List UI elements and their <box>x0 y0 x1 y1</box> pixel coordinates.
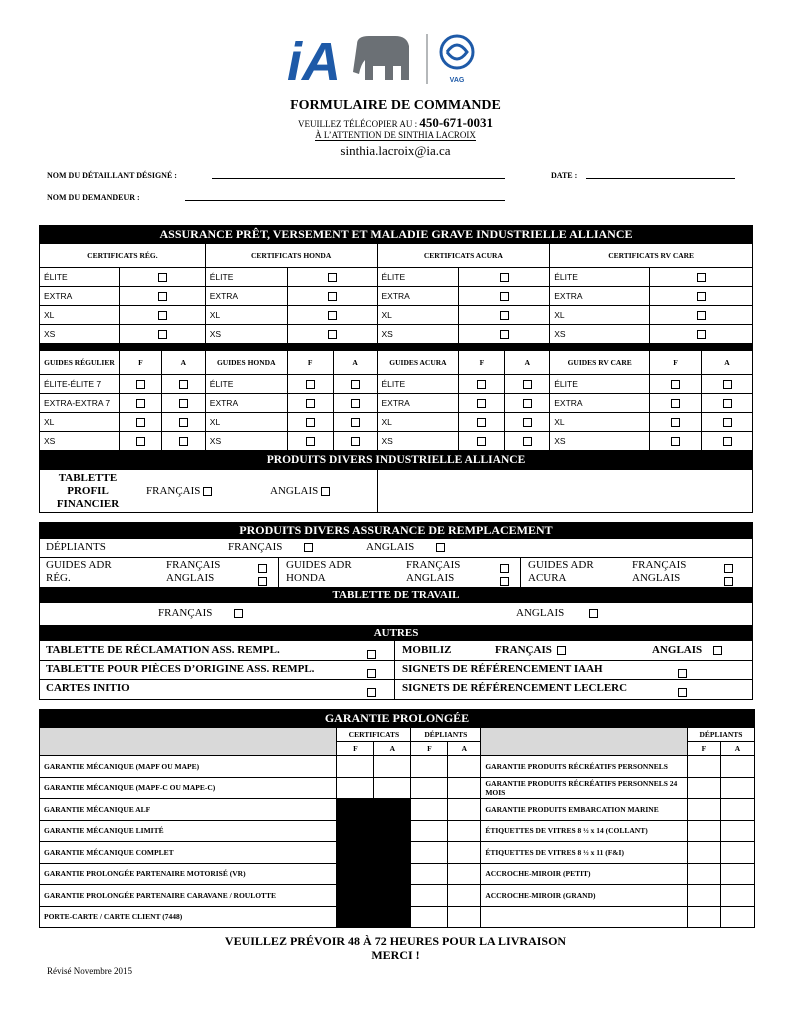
merci-text: MERCI ! <box>371 948 420 962</box>
table-row <box>40 325 753 344</box>
checkbox[interactable] <box>136 380 145 389</box>
checkbox[interactable] <box>500 273 509 282</box>
checkbox[interactable] <box>671 380 680 389</box>
checkbox[interactable] <box>158 273 167 282</box>
guide-label: EXTRA <box>550 394 650 413</box>
table-row <box>40 375 753 394</box>
table-row: GARANTIE MÉCANIQUE LIMITÉ ÉTIQUETTES DE VITRES 8 ½ x 14 (COLLANT) <box>40 820 755 842</box>
checkbox[interactable] <box>500 311 509 320</box>
requester-label: NOM DU DEMANDEUR : <box>47 193 140 202</box>
guide-label: ÉLITE <box>205 375 287 394</box>
guide-label: XS <box>40 432 120 451</box>
checkbox[interactable] <box>523 437 532 446</box>
input-cell[interactable] <box>720 777 754 799</box>
autres-item: TABLETTE DE RÉCLAMATION ASS. REMPL. <box>46 644 280 656</box>
input-cell[interactable] <box>720 863 754 885</box>
input-cell[interactable] <box>720 842 754 864</box>
attention-line <box>0 130 791 140</box>
tablette-travail-title: TABLETTE DE TRAVAIL <box>39 587 753 603</box>
checkbox[interactable] <box>158 311 167 320</box>
divers-title: PRODUITS DIVERS INDUSTRIELLE ALLIANCE <box>39 451 753 469</box>
input-cell[interactable] <box>687 799 720 821</box>
input-cell[interactable] <box>687 777 720 799</box>
input-cell[interactable] <box>337 777 374 799</box>
travail-anglais: ANGLAIS <box>516 607 598 619</box>
checkbox[interactable] <box>671 437 680 446</box>
cert-label: XL <box>205 306 287 325</box>
f-header: F <box>119 351 161 375</box>
depliants-header-right: DÉPLIANTS <box>687 728 754 742</box>
checkbox[interactable] <box>523 399 532 408</box>
autres-item: TABLETTE POUR PIÈCES D’ORIGINE ASS. REMPL. <box>46 663 315 675</box>
table-row: GARANTIE MÉCANIQUE (MAPF OU MAPE) GARANTIE PRODUITS RÉCRÉATIFS PERSONNELS <box>40 756 755 778</box>
a-header: A <box>702 351 753 375</box>
input-cell[interactable] <box>448 756 481 778</box>
input-cell[interactable] <box>411 863 448 885</box>
input-cell[interactable] <box>448 863 481 885</box>
checkbox[interactable] <box>179 399 188 408</box>
cert-header-rvcare: CERTIFICATS RV CARE <box>550 244 753 268</box>
a-header: A <box>333 351 377 375</box>
table-row: GARANTIE MÉCANIQUE (MAPF-C OU MAPE-C) GARANTIE PRODUITS RÉCRÉATIFS PERSONNELS 24 MOIS <box>40 777 755 799</box>
input-cell[interactable] <box>720 799 754 821</box>
depliants-header: DÉPLIANTS <box>411 728 481 742</box>
checkbox[interactable] <box>713 646 722 655</box>
cert-label: XL <box>40 306 120 325</box>
cert-label: XL <box>377 306 459 325</box>
checkbox[interactable] <box>500 292 509 301</box>
checkbox[interactable] <box>477 399 486 408</box>
guide-label: ÉLITE <box>377 375 459 394</box>
guide-label: XL <box>40 413 120 432</box>
revised-date: Révisé Novembre 2015 <box>47 966 132 976</box>
cert-label: EXTRA <box>205 287 287 306</box>
guides-table <box>39 350 753 451</box>
input-cell[interactable] <box>448 906 481 928</box>
checkbox[interactable] <box>158 330 167 339</box>
section1-title: ASSURANCE PRÊT, VERSEMENT ET MALADIE GRAVE INDUSTRIELLE ALLIANCE <box>39 225 753 243</box>
checkbox[interactable] <box>723 418 732 427</box>
input-cell[interactable] <box>411 799 448 821</box>
checkbox[interactable] <box>367 650 376 659</box>
vag-icon <box>441 36 473 84</box>
guide-label: XL <box>205 413 287 432</box>
checkbox[interactable] <box>477 437 486 446</box>
checkbox[interactable] <box>500 330 509 339</box>
input-cell[interactable] <box>687 842 720 864</box>
table-row: GARANTIE PROLONGÉE PARTENAIRE MOTORISÉ (VR) ACCROCHE-MIROIR (PETIT) <box>40 863 755 885</box>
checkbox-anglais[interactable] <box>321 487 330 496</box>
checkbox[interactable] <box>304 543 313 552</box>
ia-vag-logo <box>287 30 487 86</box>
cert-header-honda: CERTIFICATS HONDA <box>205 244 377 268</box>
input-cell[interactable] <box>448 799 481 821</box>
guide-label: ÉLITE <box>550 375 650 394</box>
cert-header-row <box>40 244 753 268</box>
separator-bar <box>39 343 753 350</box>
input-cell[interactable] <box>374 777 411 799</box>
section2-title: PRODUITS DIVERS ASSURANCE DE REMPLACEMENT <box>39 522 753 539</box>
cert-label: ÉLITE <box>205 268 287 287</box>
checkbox[interactable] <box>523 380 532 389</box>
elephant-icon <box>353 36 409 80</box>
checkbox[interactable] <box>557 646 566 655</box>
guide-label: EXTRA <box>377 394 459 413</box>
fax-line <box>0 115 791 131</box>
form-title: FORMULAIRE DE COMMANDE <box>290 98 501 113</box>
travail-francais: FRANÇAIS <box>158 607 243 619</box>
f-header: F <box>287 351 333 375</box>
guide-label: XL <box>550 413 650 432</box>
input-cell[interactable] <box>448 842 481 864</box>
table-row: GARANTIE MÉCANIQUE ALF GARANTIE PRODUITS EMBARCATION MARINE <box>40 799 755 821</box>
checkbox[interactable] <box>136 418 145 427</box>
a-header: A <box>505 351 550 375</box>
date-input[interactable] <box>586 178 735 179</box>
checkbox[interactable] <box>234 609 243 618</box>
vag-text: VAG <box>449 77 465 84</box>
checkbox[interactable] <box>258 577 267 586</box>
autres-item: CARTES INITIO <box>46 682 130 694</box>
table-row <box>40 268 753 287</box>
guide-label: EXTRA <box>205 394 287 413</box>
input-cell[interactable] <box>720 756 754 778</box>
table-row <box>40 306 753 325</box>
checkbox[interactable] <box>523 418 532 427</box>
certificates-table <box>39 243 753 344</box>
tablette-anglais: ANGLAIS <box>270 485 330 497</box>
signet-iaah: SIGNETS DE RÉFÉRENCEMENT IAAH <box>402 663 603 675</box>
table-row: GARANTIE PROLONGÉE PARTENAIRE CARAVANE / ROULOTTE ACCROCHE-MIROIR (GRAND) <box>40 885 755 907</box>
checkbox[interactable] <box>477 380 486 389</box>
input-cell[interactable] <box>720 906 754 928</box>
cert-label: EXTRA <box>377 287 459 306</box>
checkbox[interactable] <box>306 380 315 389</box>
checkbox-francais[interactable] <box>203 487 212 496</box>
table-row <box>40 413 753 432</box>
input-cell[interactable] <box>448 885 481 907</box>
input-cell[interactable] <box>374 756 411 778</box>
guides-header-rvcare: GUIDES RV CARE <box>550 351 650 375</box>
depliants-francais: FRANÇAIS <box>228 541 313 553</box>
guides-header-reg: GUIDES RÉGULIER <box>40 351 120 375</box>
checkbox[interactable] <box>589 609 598 618</box>
cert-header-reg: CERTIFICATS RÉG. <box>40 244 206 268</box>
checkbox[interactable] <box>723 380 732 389</box>
checkbox[interactable] <box>158 292 167 301</box>
guide-label: ÉLITE-ÉLITE 7 <box>40 375 120 394</box>
input-cell[interactable] <box>411 906 448 928</box>
date-label: DATE : <box>551 171 578 180</box>
guide-adr-reg: GUIDES ADR RÉG. <box>46 559 112 584</box>
input-cell[interactable] <box>720 820 754 842</box>
input-cell[interactable] <box>448 777 481 799</box>
f-header: F <box>650 351 702 375</box>
guide-label: XS <box>205 432 287 451</box>
cert-label: ÉLITE <box>550 268 650 287</box>
input-cell[interactable] <box>337 756 374 778</box>
garantie-table: CERTIFICATS DÉPLIANTS DÉPLIANTS F A F A F A GARANTIE MÉCANIQUE (MAPF OU MAPE) GARANTIE PRODUITS RÉCRÉATIFS PERSONNELS GARANTIE MÉCANIQUE (MAPF-C OU MAPE-C) GARANTIE PRODUITS RÉCRÉATIFS PERSONNELS 24 MOIS GARANTIE MÉCANIQUE ALF GARANTIE PRODUITS EMBARCATION MARINE GARANTIE MÉCANIQUE LIMITÉ ÉTIQUETTES DE VITRES 8 ½ x 14 (COLLANT) GARANTIE MÉCANIQUE COMPLET ÉTIQUETTES DE VITRES 8 ½ x 11 (F&I) GARANTIE PROLONGÉE PARTENAIRE MOTORISÉ (VR) ACCROCHE-MIROIR (PETIT) GARANTIE PROLONGÉE PARTENAIRE CARAVANE / ROULOTTE ACCROCHE-MIROIR (GRAND) PORTE-CARTE / CARTE CLIENT (7448) <box>39 727 755 928</box>
checkbox[interactable] <box>697 311 706 320</box>
checkbox[interactable] <box>367 669 376 678</box>
guide-label: EXTRA-EXTRA 7 <box>40 394 120 413</box>
checkbox[interactable] <box>436 543 445 552</box>
requester-input[interactable] <box>185 200 505 201</box>
input-cell[interactable] <box>687 885 720 907</box>
checkbox[interactable] <box>351 437 360 446</box>
checkbox[interactable] <box>258 564 267 573</box>
checkbox[interactable] <box>724 564 733 573</box>
checkbox[interactable] <box>697 330 706 339</box>
checkbox[interactable] <box>179 380 188 389</box>
input-cell[interactable] <box>687 906 720 928</box>
cert-label: XS <box>550 325 650 344</box>
checkbox[interactable] <box>724 577 733 586</box>
signet-leclerc: SIGNETS DE RÉFÉRENCEMENT LECLERC <box>402 682 628 694</box>
cert-label: XL <box>550 306 650 325</box>
table-row <box>40 394 753 413</box>
certificats-header: CERTIFICATS <box>337 728 411 742</box>
fax-number: 450-671-0031 <box>419 115 493 130</box>
cert-label: ÉLITE <box>377 268 459 287</box>
cert-label: XS <box>40 325 120 344</box>
guide-adr-honda: GUIDES ADR HONDA <box>286 559 352 584</box>
checkbox[interactable] <box>351 399 360 408</box>
input-cell[interactable] <box>687 756 720 778</box>
cert-label: XS <box>377 325 459 344</box>
checkbox[interactable] <box>671 399 680 408</box>
input-cell[interactable] <box>411 820 448 842</box>
tablette-label: TABLETTE PROFIL FINANCIER <box>56 472 120 510</box>
input-cell[interactable] <box>720 885 754 907</box>
a-header: A <box>161 351 205 375</box>
checkbox[interactable] <box>697 292 706 301</box>
checkbox[interactable] <box>500 577 509 586</box>
checkbox[interactable] <box>136 399 145 408</box>
cert-header-acura: CERTIFICATS ACURA <box>377 244 550 268</box>
checkbox[interactable] <box>328 330 337 339</box>
input-cell[interactable] <box>687 820 720 842</box>
checkbox[interactable] <box>678 669 687 678</box>
cert-label: XS <box>205 325 287 344</box>
f-header: F <box>459 351 505 375</box>
guides-header-row <box>40 351 753 375</box>
guide-adr-acura: GUIDES ADR ACURA <box>528 559 594 584</box>
input-cell[interactable] <box>411 885 448 907</box>
attention-text: À L’ATTENTION DE SINTHIA LACROIX <box>315 130 476 140</box>
email: sinthia.lacroix@ia.ca <box>340 143 451 158</box>
guide-label: XS <box>377 432 459 451</box>
checkbox[interactable] <box>328 292 337 301</box>
input-cell[interactable] <box>687 863 720 885</box>
table-row <box>40 432 753 451</box>
checkbox[interactable] <box>697 273 706 282</box>
checkbox[interactable] <box>351 380 360 389</box>
ia-logo-text: iA <box>287 32 341 86</box>
checkbox[interactable] <box>328 273 337 282</box>
dealer-label: NOM DU DÉTAILLANT DÉSIGNÉ : <box>47 171 177 180</box>
checkbox[interactable] <box>477 418 486 427</box>
checkbox[interactable] <box>328 311 337 320</box>
checkbox[interactable] <box>500 564 509 573</box>
table-row <box>40 287 753 306</box>
guide-label: XL <box>377 413 459 432</box>
checkbox[interactable] <box>723 399 732 408</box>
autres-title: AUTRES <box>39 625 753 641</box>
input-cell[interactable] <box>411 842 448 864</box>
guides-header-honda: GUIDES HONDA <box>205 351 287 375</box>
guides-header-acura: GUIDES ACURA <box>377 351 459 375</box>
checkbox[interactable] <box>367 688 376 697</box>
table-row: PORTE-CARTE / CARTE CLIENT (7448) <box>40 906 755 928</box>
checkbox[interactable] <box>306 437 315 446</box>
table-row: GARANTIE MÉCANIQUE COMPLET ÉTIQUETTES DE VITRES 8 ½ x 11 (F&I) <box>40 842 755 864</box>
checkbox[interactable] <box>678 688 687 697</box>
input-cell[interactable] <box>411 777 448 799</box>
checkbox[interactable] <box>306 418 315 427</box>
depliants-label: DÉPLIANTS <box>46 541 106 553</box>
checkbox[interactable] <box>179 437 188 446</box>
checkbox[interactable] <box>351 418 360 427</box>
guide-label: XS <box>550 432 650 451</box>
fax-label: VEUILLEZ TÉLÉCOPIER AU : <box>298 119 418 129</box>
input-cell[interactable] <box>411 756 448 778</box>
dealer-input[interactable] <box>212 178 505 179</box>
cert-label: ÉLITE <box>40 268 120 287</box>
checkbox[interactable] <box>179 418 188 427</box>
mobiliz-label: MOBILIZ <box>402 644 452 656</box>
input-cell[interactable] <box>448 820 481 842</box>
checkbox[interactable] <box>306 399 315 408</box>
checkbox[interactable] <box>723 437 732 446</box>
checkbox[interactable] <box>671 418 680 427</box>
checkbox[interactable] <box>136 437 145 446</box>
depliants-anglais: ANGLAIS <box>366 541 445 553</box>
cert-label: EXTRA <box>40 287 120 306</box>
cert-label: EXTRA <box>550 287 650 306</box>
section3-title: GARANTIE PROLONGÉE <box>39 709 755 727</box>
delivery-note: VEUILLEZ PRÉVOIR 48 À 72 HEURES POUR LA LIVRAISON <box>224 934 567 948</box>
tablette-box <box>39 469 753 513</box>
tablette-francais: FRANÇAIS <box>146 485 212 497</box>
